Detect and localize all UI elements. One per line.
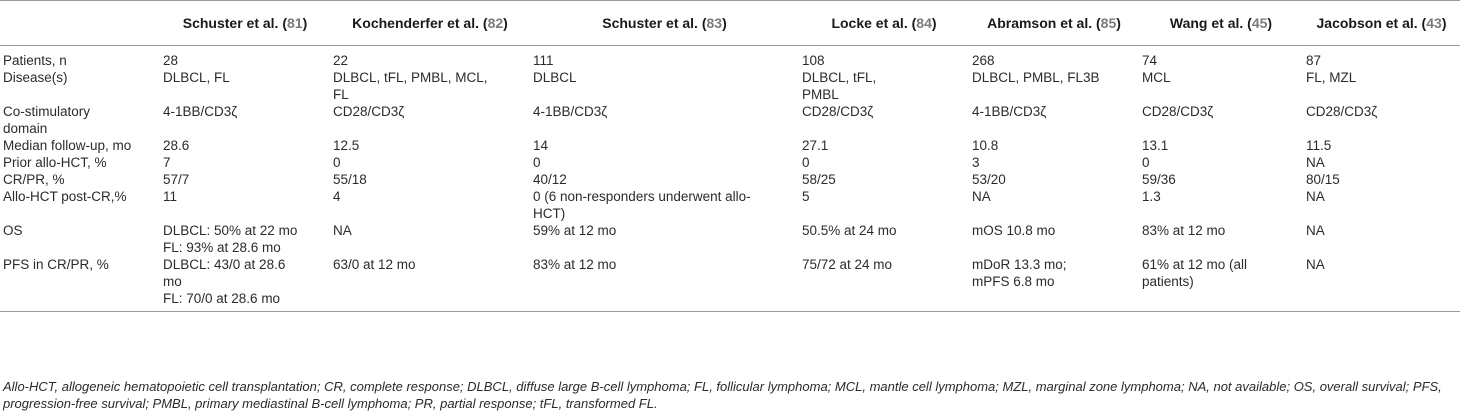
header-row: [0, 1, 1460, 46]
cell-line: mo: [163, 274, 182, 289]
table-cell: [330, 171, 530, 188]
column-header-name: Kochenderfer et al.: [352, 14, 479, 31]
column-header: Kochenderfer et al. (82): [330, 1, 530, 46]
table-cell: [160, 256, 330, 312]
row-label-line: domain: [3, 121, 48, 136]
table-cell: [799, 171, 969, 188]
table-cell: [330, 103, 530, 137]
table-cell: [1139, 103, 1303, 137]
table-cell: [1303, 69, 1460, 103]
cell-line: 10.8: [972, 138, 999, 153]
table-cell: [160, 103, 330, 137]
column-header-name: Wang et al.: [1169, 14, 1244, 31]
reference-link[interactable]: 81: [287, 14, 303, 31]
table-cell: [160, 188, 330, 222]
row-label-line: Disease(s): [3, 70, 68, 85]
cell-line: 75/72 at 24 mo: [802, 257, 893, 272]
table-cell: [530, 46, 799, 70]
cell-line: 4-1BB/CD3ζ: [533, 104, 608, 119]
cell-line: DLBCL, tFL,: [802, 70, 877, 85]
table-cell: [969, 137, 1139, 154]
cell-line: 80/15: [1306, 172, 1340, 187]
reference-link[interactable]: 45: [1251, 14, 1268, 31]
table-cell: [799, 154, 969, 171]
cell-line: 11: [163, 189, 178, 204]
table-cell: [1139, 137, 1303, 154]
table-cell: [1139, 188, 1303, 222]
row-label: [0, 171, 160, 188]
cell-line: 28.6: [163, 138, 190, 153]
column-header-name: Schuster et al.: [182, 14, 279, 31]
row-label-line: Median follow-up, mo: [3, 138, 132, 153]
table-cell: [969, 171, 1139, 188]
table-row: [0, 256, 1460, 312]
row-label: [0, 154, 160, 171]
cell-line: 14: [533, 138, 549, 153]
table-cell: [1139, 154, 1303, 171]
table-cell: [530, 222, 799, 256]
table-row: [0, 103, 1460, 137]
cell-line: 4-1BB/CD3ζ: [972, 104, 1047, 119]
cell-line: MCL: [1142, 70, 1171, 85]
cell-line: mOS 10.8 mo: [972, 223, 1056, 238]
table-cell: [160, 222, 330, 256]
table-cell: [330, 46, 530, 70]
cell-line: 268: [972, 53, 995, 68]
cell-line: 7: [163, 155, 171, 170]
cell-line: 22: [333, 53, 349, 68]
cell-line: 0: [1142, 155, 1150, 170]
cell-line: 0 (6 non-responders underwent allo-: [533, 189, 751, 204]
table-cell: [969, 256, 1139, 312]
table-cell: [1303, 46, 1460, 70]
table-cell: [530, 171, 799, 188]
table-cell: [530, 256, 799, 312]
table-cell: [1303, 188, 1460, 222]
cell-line: 28: [163, 53, 179, 68]
row-label: [0, 46, 160, 70]
cell-line: 27.1: [802, 138, 829, 153]
reference-link[interactable]: 43: [1426, 14, 1442, 31]
reference-link[interactable]: 85: [1100, 14, 1117, 31]
table-cell: [330, 137, 530, 154]
cell-line: NA: [1306, 223, 1325, 238]
table-cell: [799, 137, 969, 154]
cell-line: 108: [802, 53, 825, 68]
column-header: Schuster et al. (81): [160, 1, 330, 46]
cell-line: NA: [972, 189, 991, 204]
cell-line: CD28/CD3ζ: [333, 104, 405, 119]
table-cell: [160, 137, 330, 154]
cell-line: FL: 70/0 at 28.6 mo: [163, 291, 281, 306]
table-cell: [799, 69, 969, 103]
cell-line: CD28/CD3ζ: [1142, 104, 1214, 119]
cell-line: PMBL: [802, 87, 839, 102]
cell-line: CD28/CD3ζ: [1306, 104, 1378, 119]
header-blank-cell: [0, 1, 160, 46]
row-label-line: Prior allo-HCT, %: [3, 155, 107, 170]
table-cell: [969, 46, 1139, 70]
table-cell: [1303, 103, 1460, 137]
cell-line: 4: [333, 189, 341, 204]
cell-line: 87: [1306, 53, 1322, 68]
table-cell: [1139, 256, 1303, 312]
table-cell: [969, 154, 1139, 171]
table-row: [0, 171, 1460, 188]
table-cell: [530, 103, 799, 137]
table-cell: [1303, 154, 1460, 171]
table-cell: [160, 171, 330, 188]
table-cell: [160, 69, 330, 103]
cell-line: DLBCL: 43/0 at 28.6: [163, 257, 286, 272]
table-row: [0, 46, 1460, 70]
row-label: [0, 103, 160, 137]
cell-line: 61% at 12 mo (all: [1142, 257, 1248, 272]
table-cell: [1139, 46, 1303, 70]
table-cell: [530, 188, 799, 222]
cell-line: CD28/CD3ζ: [802, 104, 874, 119]
cell-line: DLBCL, PMBL, FL3B: [972, 70, 1100, 85]
cell-line: DLBCL: 50% at 22 mo: [163, 223, 298, 238]
column-header: Wang et al. (45): [1139, 1, 1303, 46]
cell-line: 40/12: [533, 172, 567, 187]
table-cell: [330, 256, 530, 312]
reference-link[interactable]: 84: [916, 14, 932, 31]
cell-line: NA: [1306, 257, 1325, 272]
table-cell: [330, 154, 530, 171]
column-header: Locke et al. (84): [799, 1, 969, 46]
cell-line: 63/0 at 12 mo: [333, 257, 416, 272]
cell-line: 53/20: [972, 172, 1006, 187]
reference-link[interactable]: 82: [487, 14, 504, 31]
table-cell: [969, 188, 1139, 222]
row-label-line: Patients, n: [3, 53, 67, 68]
table-cell: [330, 188, 530, 222]
column-header: Schuster et al. (83): [530, 1, 799, 46]
cell-line: DLBCL, FL: [163, 70, 230, 85]
cell-line: 13.1: [1142, 138, 1169, 153]
cell-line: 59/36: [1142, 172, 1176, 187]
cell-line: 58/25: [802, 172, 836, 187]
cell-line: 11.5: [1306, 138, 1332, 153]
cell-line: NA: [1306, 189, 1325, 204]
cell-line: FL: 93% at 28.6 mo: [163, 240, 281, 255]
cell-line: 4-1BB/CD3ζ: [163, 104, 238, 119]
table-row: [0, 154, 1460, 171]
cell-line: FL: [333, 87, 349, 102]
cell-line: mPFS 6.8 mo: [972, 274, 1055, 289]
row-label-line: Allo-HCT post-CR,%: [3, 189, 127, 204]
row-label: [0, 137, 160, 154]
row-label: [0, 256, 160, 312]
column-header-name: Schuster et al.: [602, 14, 698, 31]
cell-line: 0: [533, 155, 541, 170]
cell-line: 0: [333, 155, 341, 170]
reference-link[interactable]: 83: [706, 14, 723, 31]
table-cell: [799, 256, 969, 312]
cell-line: 83% at 12 mo: [533, 257, 617, 272]
cell-line: 57/7: [163, 172, 190, 187]
table-cell: [1139, 222, 1303, 256]
table-cell: [969, 69, 1139, 103]
cell-line: 3: [972, 155, 980, 170]
row-label: [0, 69, 160, 103]
table-cell: [160, 154, 330, 171]
table-row: [0, 69, 1460, 103]
cell-line: NA: [1306, 155, 1325, 170]
cell-line: 1.3: [1142, 189, 1161, 204]
table-body: [0, 46, 1460, 312]
table-cell: [1303, 137, 1460, 154]
column-header-name: Jacobson et al.: [1316, 14, 1418, 31]
column-header-name: Abramson et al.: [987, 14, 1093, 31]
table-cell: [530, 137, 799, 154]
cell-line: 59% at 12 mo: [533, 223, 617, 238]
table-cell: [1139, 171, 1303, 188]
cell-line: patients): [1142, 274, 1194, 289]
table-cell: [969, 103, 1139, 137]
row-label: [0, 188, 160, 222]
column-header: Abramson et al. (85): [969, 1, 1139, 46]
table-row: [0, 137, 1460, 154]
table-header: [0, 1, 1460, 46]
cell-line: 50.5% at 24 mo: [802, 223, 897, 238]
table-cell: [1303, 256, 1460, 312]
table-row: [0, 222, 1460, 256]
cell-line: 74: [1142, 53, 1158, 68]
table-cell: [530, 69, 799, 103]
cell-line: 5: [802, 189, 810, 204]
table-cell: [530, 154, 799, 171]
table-row: [0, 188, 1460, 222]
row-label-line: OS: [3, 223, 23, 238]
table-footnote: Allo-HCT, allogeneic hematopoietic cell transplantation; CR, complete response; DLBCL, diffuse large B-cell lymphoma; FL, follicular lymphoma; MCL, mantle cell lymphoma; MZL, marginal zone lymphoma; NA, not available; OS, overall survival; PFS, progression-free survival; PMBL, primary mediastinal B-cell lymphoma; PR, partial response; tFL, transformed FL.: [3, 379, 1442, 411]
cell-line: NA: [333, 223, 352, 238]
cell-line: FL, MZL: [1306, 70, 1357, 85]
table-cell: [1139, 69, 1303, 103]
table-cell: [1303, 222, 1460, 256]
table-cell: [160, 46, 330, 70]
cell-line: DLBCL, tFL, PMBL, MCL,: [333, 70, 488, 85]
table-cell: [799, 222, 969, 256]
table-cell: [969, 222, 1139, 256]
table-cell: [799, 188, 969, 222]
table-cell: [330, 222, 530, 256]
cell-line: mDoR 13.3 mo;: [972, 257, 1067, 272]
cell-line: 12.5: [333, 138, 360, 153]
table-cell: [799, 103, 969, 137]
column-header-name: Locke et al.: [831, 14, 908, 31]
row-label-line: CR/PR, %: [3, 172, 65, 187]
row-label-line: Co-stimulatory: [3, 104, 91, 119]
row-label-line: PFS in CR/PR, %: [3, 257, 109, 272]
cell-line: 83% at 12 mo: [1142, 223, 1226, 238]
cell-line: DLBCL: [533, 70, 577, 85]
cell-line: 0: [802, 155, 810, 170]
cell-line: 55/18: [333, 172, 367, 187]
table-cell: [1303, 171, 1460, 188]
row-label: [0, 222, 160, 256]
table-cell: [330, 69, 530, 103]
table-cell: [799, 46, 969, 70]
column-header: Jacobson et al. (43): [1303, 1, 1460, 46]
cell-line: HCT): [533, 206, 566, 221]
cell-line: 111: [533, 53, 554, 68]
